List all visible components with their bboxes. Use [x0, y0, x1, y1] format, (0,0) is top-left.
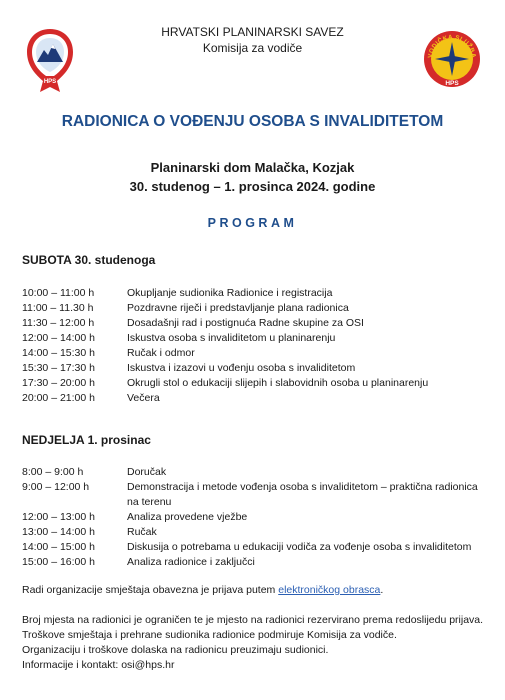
- registration-text: Radi organizacije smještaja obavezna je prijava putem: [22, 584, 279, 596]
- schedule-time: 12:00 – 13:00 h: [22, 511, 95, 523]
- capacity-note: Broj mjesta na radionici je ograničen te je mjesto na radionici rezervirano prema redoslijedu prijava.: [22, 614, 484, 626]
- schedule-activity: Iskustva i izazovi u vođenju osoba s invaliditetom: [127, 362, 356, 374]
- schedule-time: 10:00 – 11:00 h: [22, 287, 95, 299]
- schedule-time: 9:00 – 12:00 h: [22, 481, 90, 493]
- schedule-time: 11:00 – 11.30 h: [22, 302, 94, 314]
- schedule-time: 15:00 – 16:00 h: [22, 556, 95, 568]
- schedule-row: [22, 391, 487, 406]
- hps-mountain-shield-icon: [24, 26, 76, 96]
- vodicka-sluzba-badge-icon: [423, 30, 481, 88]
- schedule-time: 13:00 – 14:00 h: [22, 526, 95, 538]
- org-name: HRVATSKI PLANINARSKI SAVEZ: [161, 25, 344, 39]
- schedule-activity: Večera: [127, 392, 160, 404]
- schedule-time: 11:30 – 12:00 h: [22, 317, 95, 329]
- schedule-time: 14:00 – 15:30 h: [22, 347, 95, 359]
- schedule-activity: Dosadašnji rad i postignuća Radne skupine za OSI: [127, 317, 364, 329]
- schedule-activity: Iskustva osoba s invaliditetom u planinarenju: [127, 332, 336, 344]
- schedule-activity: Analiza radionice i zaključci: [127, 556, 255, 568]
- info-notes: [22, 613, 487, 673]
- registration-form-link[interactable]: elektroničkog obrasca: [278, 584, 381, 596]
- schedule-activity: Diskusija o potrebama u edukaciji vodiča za vođenje osoba s invaliditetom: [127, 541, 472, 553]
- schedule-time: 8:00 – 9:00 h: [22, 466, 84, 478]
- schedule-row: [22, 510, 487, 525]
- left-logo-hps-text: HPS: [43, 79, 57, 85]
- program-heading: PROGRAM: [207, 216, 298, 230]
- day-heading-saturday: SUBOTA 30. studenoga: [22, 253, 156, 267]
- schedule-row: [22, 346, 487, 361]
- registration-suffix: .: [380, 584, 384, 596]
- schedule-row: [22, 331, 487, 346]
- schedule-activity: Analiza provedene vježbe: [127, 511, 248, 523]
- day-heading-sunday: NEDJELJA 1. prosinac: [22, 433, 151, 447]
- schedule-row: [22, 480, 487, 510]
- costs-note: Troškove smještaja i prehrane sudionika radionice podmiruje Komisija za vodiče.: [22, 629, 397, 641]
- venue-dates: 30. studenog – 1. prosinca 2024. godine: [129, 179, 376, 194]
- schedule-activity: Okupljanje sudionika Radionice i registracija: [127, 287, 333, 299]
- registration-note: [22, 583, 487, 598]
- schedule-row: [22, 286, 487, 301]
- venue-place: Planinarski dom Malačka, Kozjak: [150, 160, 355, 175]
- schedule-time: 17:30 – 20:00 h: [22, 377, 95, 389]
- schedule-time: 20:00 – 21:00 h: [22, 392, 95, 404]
- schedule-saturday: [22, 286, 487, 406]
- travel-note: Organizaciju i troškove dolaska na radionicu preuzimaju sudionici.: [22, 644, 329, 656]
- schedule-activity: Ručak: [127, 526, 157, 538]
- schedule-activity: Pozdravne riječi i predstavljanje plana radionica: [127, 302, 349, 314]
- schedule-row: [22, 301, 487, 316]
- schedule-row: [22, 376, 487, 391]
- schedule-activity: Doručak: [127, 466, 167, 478]
- page-title: RADIONICA O VOĐENJU OSOBA S INVALIDITETOM: [61, 113, 444, 130]
- schedule-time: 12:00 – 14:00 h: [22, 332, 95, 344]
- schedule-row: [22, 465, 487, 480]
- schedule-row: [22, 361, 487, 376]
- schedule-activity: Ručak i odmor: [127, 347, 195, 359]
- right-logo-hps-text: HPS: [445, 80, 459, 87]
- schedule-time: 15:30 – 17:30 h: [22, 362, 95, 374]
- schedule-time: 14:00 – 15:00 h: [22, 541, 95, 553]
- venue-block: [0, 158, 505, 196]
- schedule-activity: Demonstracija i metode vođenja osoba s invaliditetom – praktična radionica na terenu: [127, 481, 478, 508]
- schedule-sunday: [22, 465, 487, 570]
- commission-name: Komisija za vodiče: [202, 41, 303, 55]
- schedule-row: [22, 540, 487, 555]
- document-header: [110, 24, 395, 56]
- schedule-row: [22, 525, 487, 540]
- right-logo-arc-text: VODIČKA SLUŽBA: [426, 33, 478, 59]
- contact-note: Informacije i kontakt: osi@hps.hr: [22, 659, 175, 671]
- schedule-row: [22, 555, 487, 570]
- schedule-activity: Okrugli stol o edukaciji slijepih i slabovidnih osoba u planinarenju: [127, 377, 429, 389]
- schedule-row: [22, 316, 487, 331]
